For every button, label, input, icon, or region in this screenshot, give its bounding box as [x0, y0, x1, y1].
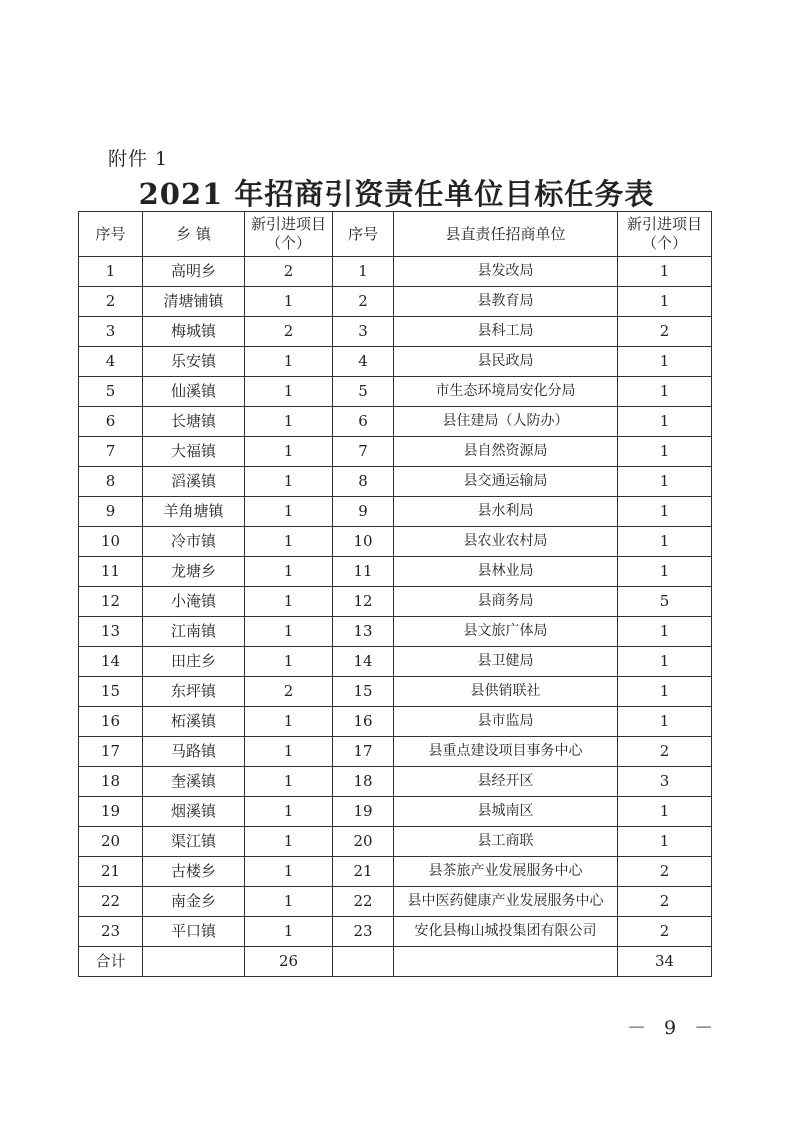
- cell-count-1: 2: [245, 317, 333, 347]
- cell-count-2: 1: [618, 617, 712, 647]
- table-row: [79, 497, 712, 527]
- header-town: 乡 镇: [143, 212, 245, 257]
- cell-seq-1: 8: [79, 467, 143, 497]
- cell-seq-1: 6: [79, 407, 143, 437]
- cell-count-1: 1: [245, 827, 333, 857]
- cell-seq-2: 9: [333, 497, 394, 527]
- cell-seq-1: 22: [79, 887, 143, 917]
- cell-town: 平口镇: [143, 917, 245, 947]
- total-count-1: 26: [245, 947, 333, 977]
- cell-unit: 县交通运输局: [394, 467, 618, 497]
- cell-unit: 县卫健局: [394, 647, 618, 677]
- cell-count-2: 1: [618, 527, 712, 557]
- cell-count-1: 1: [245, 347, 333, 377]
- cell-town: 乐安镇: [143, 347, 245, 377]
- total-empty-1: [143, 947, 245, 977]
- cell-seq-2: 6: [333, 407, 394, 437]
- cell-town: 清塘铺镇: [143, 287, 245, 317]
- cell-unit: 安化县梅山城投集团有限公司: [394, 917, 618, 947]
- cell-count-1: 1: [245, 707, 333, 737]
- cell-unit: 县教育局: [394, 287, 618, 317]
- cell-seq-2: 16: [333, 707, 394, 737]
- cell-seq-2: 2: [333, 287, 394, 317]
- table-row: [79, 827, 712, 857]
- cell-town: 渠江镇: [143, 827, 245, 857]
- cell-count-1: 1: [245, 587, 333, 617]
- table-row: [79, 857, 712, 887]
- cell-count-1: 2: [245, 677, 333, 707]
- cell-count-1: 1: [245, 917, 333, 947]
- table-row: [79, 647, 712, 677]
- cell-town: 小淹镇: [143, 587, 245, 617]
- cell-seq-2: 8: [333, 467, 394, 497]
- cell-town: 冷市镇: [143, 527, 245, 557]
- cell-unit: 县市监局: [394, 707, 618, 737]
- cell-seq-1: 1: [79, 257, 143, 287]
- cell-seq-1: 10: [79, 527, 143, 557]
- cell-seq-2: 19: [333, 797, 394, 827]
- cell-count-2: 2: [618, 737, 712, 767]
- header-new-projects-2: 新引进项目（个）: [618, 212, 712, 257]
- cell-unit: 县供销联社: [394, 677, 618, 707]
- cell-seq-1: 7: [79, 437, 143, 467]
- table-header-row: [79, 212, 712, 257]
- cell-seq-1: 21: [79, 857, 143, 887]
- table-row: [79, 917, 712, 947]
- task-table: [78, 211, 712, 977]
- cell-unit: 市生态环境局安化分局: [394, 377, 618, 407]
- cell-seq-2: 1: [333, 257, 394, 287]
- total-empty-3: [394, 947, 618, 977]
- cell-count-1: 1: [245, 377, 333, 407]
- cell-count-1: 1: [245, 767, 333, 797]
- cell-seq-2: 14: [333, 647, 394, 677]
- cell-count-2: 1: [618, 407, 712, 437]
- total-row: [79, 947, 712, 977]
- cell-unit: 县重点建设项目事务中心: [394, 737, 618, 767]
- cell-count-2: 2: [618, 917, 712, 947]
- cell-seq-2: 4: [333, 347, 394, 377]
- cell-unit: 县发改局: [394, 257, 618, 287]
- cell-seq-2: 5: [333, 377, 394, 407]
- cell-unit: 县经开区: [394, 767, 618, 797]
- cell-seq-1: 15: [79, 677, 143, 707]
- cell-count-1: 1: [245, 437, 333, 467]
- cell-unit: 县水利局: [394, 497, 618, 527]
- cell-count-2: 1: [618, 647, 712, 677]
- cell-town: 田庄乡: [143, 647, 245, 677]
- cell-town: 高明乡: [143, 257, 245, 287]
- cell-unit: 县自然资源局: [394, 437, 618, 467]
- header-unit: 县直责任招商单位: [394, 212, 618, 257]
- cell-count-2: 5: [618, 587, 712, 617]
- table-row: [79, 557, 712, 587]
- cell-seq-1: 5: [79, 377, 143, 407]
- table-row: [79, 707, 712, 737]
- cell-count-2: 1: [618, 257, 712, 287]
- cell-seq-1: 2: [79, 287, 143, 317]
- cell-unit: 县住建局（人防办）: [394, 407, 618, 437]
- cell-unit: 县林业局: [394, 557, 618, 587]
- page-title: 2021 年招商引资责任单位目标任务表: [138, 177, 655, 211]
- cell-count-2: 1: [618, 377, 712, 407]
- cell-town: 长塘镇: [143, 407, 245, 437]
- cell-count-1: 1: [245, 737, 333, 767]
- total-count-2: 34: [618, 947, 712, 977]
- table-row: [79, 317, 712, 347]
- cell-unit: 县民政局: [394, 347, 618, 377]
- cell-town: 烟溪镇: [143, 797, 245, 827]
- cell-seq-1: 13: [79, 617, 143, 647]
- cell-town: 马路镇: [143, 737, 245, 767]
- cell-unit: 县茶旅产业发展服务中心: [394, 857, 618, 887]
- cell-town: 龙塘乡: [143, 557, 245, 587]
- cell-count-2: 1: [618, 827, 712, 857]
- total-label: 合计: [79, 947, 143, 977]
- cell-count-2: 1: [618, 287, 712, 317]
- cell-seq-1: 19: [79, 797, 143, 827]
- cell-count-2: 1: [618, 677, 712, 707]
- cell-count-1: 1: [245, 467, 333, 497]
- cell-seq-1: 11: [79, 557, 143, 587]
- table-row: [79, 407, 712, 437]
- cell-town: 东坪镇: [143, 677, 245, 707]
- cell-seq-1: 17: [79, 737, 143, 767]
- page-number: － 9 －: [627, 1017, 720, 1039]
- cell-unit: 县文旅广体局: [394, 617, 618, 647]
- cell-count-2: 3: [618, 767, 712, 797]
- cell-town: 南金乡: [143, 887, 245, 917]
- cell-seq-1: 18: [79, 767, 143, 797]
- header-seq-1: 序号: [79, 212, 143, 257]
- table-row: [79, 587, 712, 617]
- cell-unit: 县商务局: [394, 587, 618, 617]
- cell-unit: 县工商联: [394, 827, 618, 857]
- cell-seq-2: 18: [333, 767, 394, 797]
- table-row: [79, 377, 712, 407]
- cell-town: 仙溪镇: [143, 377, 245, 407]
- cell-unit: 县科工局: [394, 317, 618, 347]
- cell-seq-1: 14: [79, 647, 143, 677]
- cell-unit: 县城南区: [394, 797, 618, 827]
- table-row: [79, 527, 712, 557]
- cell-town: 梅城镇: [143, 317, 245, 347]
- header-seq-2: 序号: [333, 212, 394, 257]
- table-row: [79, 257, 712, 287]
- cell-town: 羊角塘镇: [143, 497, 245, 527]
- cell-seq-2: 7: [333, 437, 394, 467]
- table-row: [79, 737, 712, 767]
- cell-seq-2: 17: [333, 737, 394, 767]
- cell-town: 奎溪镇: [143, 767, 245, 797]
- cell-count-2: 1: [618, 557, 712, 587]
- cell-count-1: 1: [245, 527, 333, 557]
- table-row: [79, 797, 712, 827]
- cell-town: 大福镇: [143, 437, 245, 467]
- table-row: [79, 617, 712, 647]
- cell-count-2: 1: [618, 797, 712, 827]
- cell-seq-2: 23: [333, 917, 394, 947]
- cell-seq-1: 16: [79, 707, 143, 737]
- cell-seq-2: 3: [333, 317, 394, 347]
- cell-count-2: 1: [618, 347, 712, 377]
- cell-seq-1: 9: [79, 497, 143, 527]
- cell-count-1: 1: [245, 797, 333, 827]
- total-empty-2: [333, 947, 394, 977]
- attachment-label: 附件 1: [108, 148, 169, 170]
- cell-seq-2: 10: [333, 527, 394, 557]
- cell-seq-2: 21: [333, 857, 394, 887]
- cell-seq-2: 12: [333, 587, 394, 617]
- table-row: [79, 767, 712, 797]
- cell-count-1: 1: [245, 857, 333, 887]
- cell-seq-1: 3: [79, 317, 143, 347]
- cell-seq-2: 15: [333, 677, 394, 707]
- cell-town: 柘溪镇: [143, 707, 245, 737]
- cell-count-2: 2: [618, 317, 712, 347]
- cell-unit: 县农业农村局: [394, 527, 618, 557]
- table-row: [79, 437, 712, 467]
- cell-seq-2: 22: [333, 887, 394, 917]
- table-row: [79, 887, 712, 917]
- cell-count-1: 2: [245, 257, 333, 287]
- cell-town: 古楼乡: [143, 857, 245, 887]
- cell-count-2: 2: [618, 887, 712, 917]
- cell-count-1: 1: [245, 617, 333, 647]
- cell-count-1: 1: [245, 287, 333, 317]
- table-row: [79, 467, 712, 497]
- cell-unit: 县中医药健康产业发展服务中心: [394, 887, 618, 917]
- cell-count-1: 1: [245, 557, 333, 587]
- cell-town: 滔溪镇: [143, 467, 245, 497]
- cell-seq-1: 23: [79, 917, 143, 947]
- cell-seq-1: 4: [79, 347, 143, 377]
- cell-count-2: 1: [618, 497, 712, 527]
- cell-count-2: 1: [618, 437, 712, 467]
- cell-count-2: 1: [618, 467, 712, 497]
- cell-count-1: 1: [245, 647, 333, 677]
- cell-count-2: 2: [618, 857, 712, 887]
- cell-count-1: 1: [245, 407, 333, 437]
- cell-count-1: 1: [245, 497, 333, 527]
- cell-seq-1: 12: [79, 587, 143, 617]
- table-row: [79, 347, 712, 377]
- cell-seq-2: 11: [333, 557, 394, 587]
- table-row: [79, 677, 712, 707]
- cell-count-1: 1: [245, 887, 333, 917]
- table-row: [79, 287, 712, 317]
- cell-seq-1: 20: [79, 827, 143, 857]
- cell-seq-2: 13: [333, 617, 394, 647]
- header-new-projects-1: 新引进项目（个）: [245, 212, 333, 257]
- cell-town: 江南镇: [143, 617, 245, 647]
- cell-count-2: 1: [618, 707, 712, 737]
- cell-seq-2: 20: [333, 827, 394, 857]
